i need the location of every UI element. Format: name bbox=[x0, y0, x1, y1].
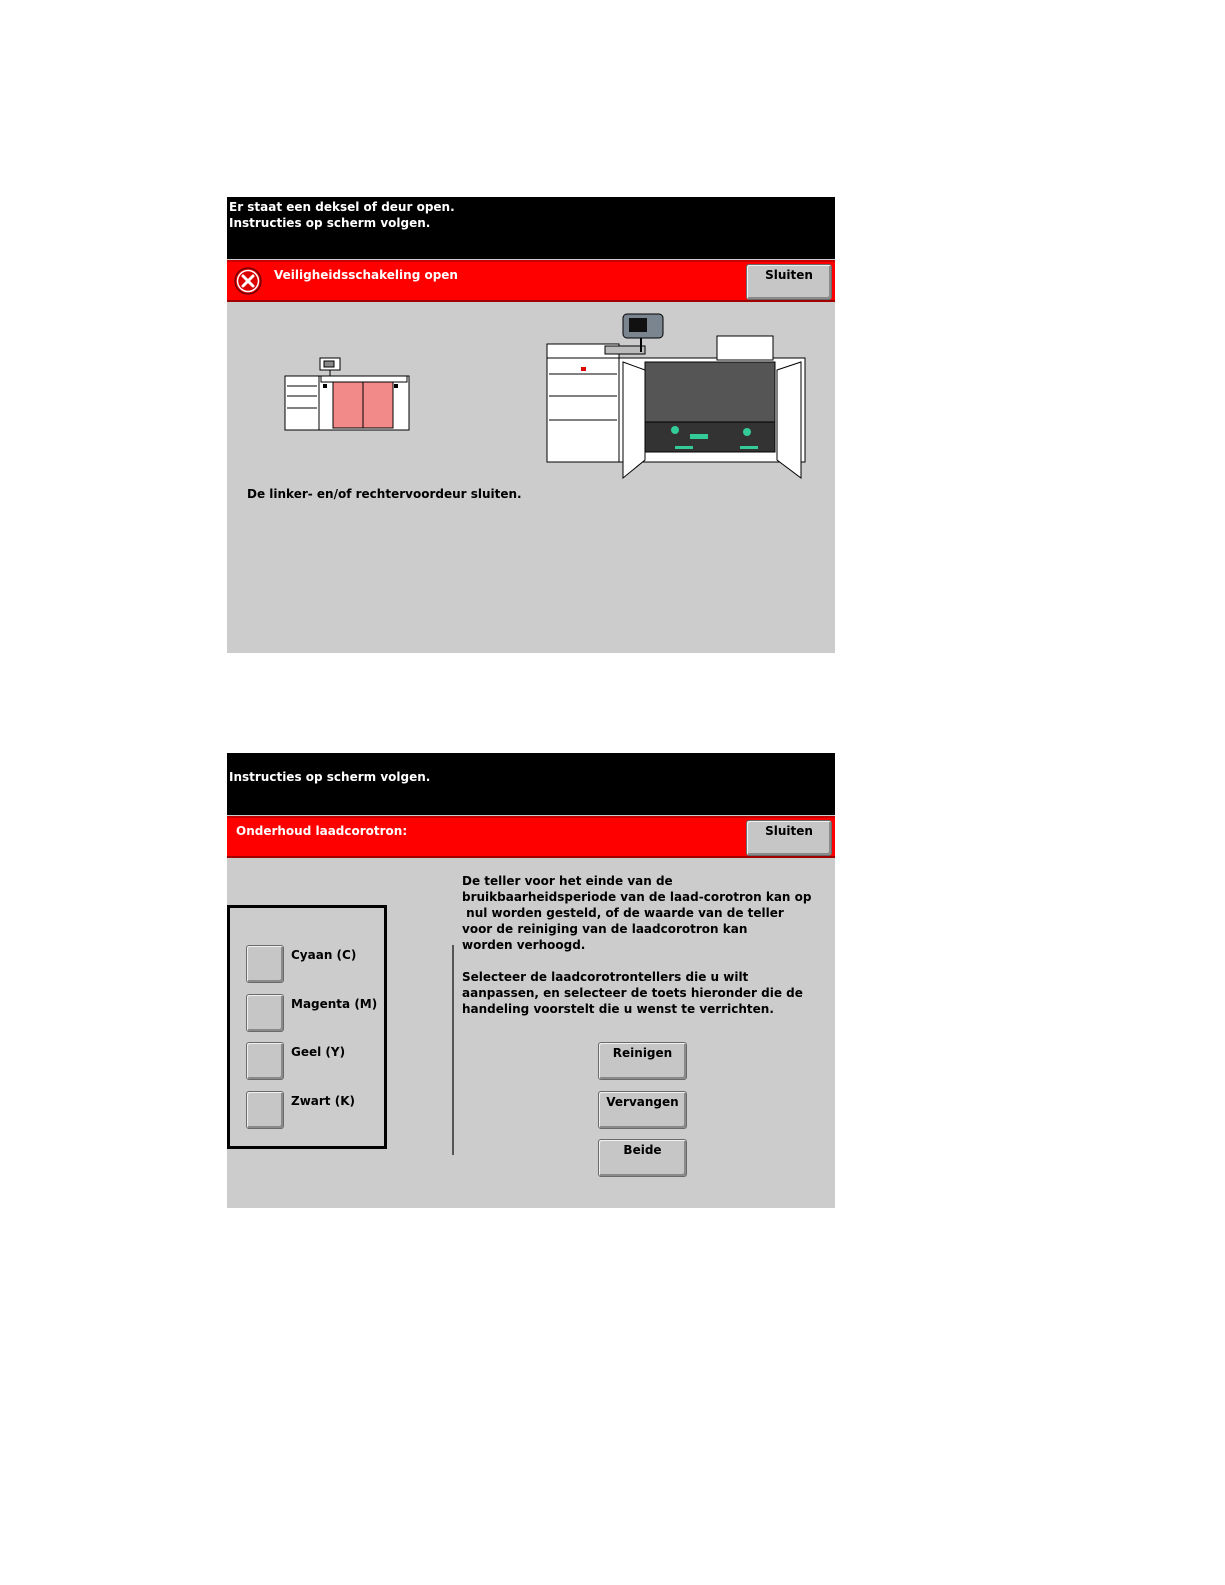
description-paragraph bbox=[462, 873, 822, 953]
message-line: Instructies op scherm volgen. bbox=[229, 770, 431, 784]
yellow-toggle-button[interactable] bbox=[246, 1042, 284, 1080]
black-label: Zwart (K) bbox=[291, 1094, 355, 1108]
close-button[interactable]: Sluiten bbox=[746, 820, 832, 856]
paragraph-line: bruikbaarheidsperiode van de laad-corotron kan op bbox=[462, 890, 812, 904]
yellow-label: Geel (Y) bbox=[291, 1045, 346, 1059]
printer-overview-icon bbox=[284, 356, 412, 434]
message-bar bbox=[227, 197, 835, 259]
message-bar bbox=[227, 753, 835, 815]
instruction-text: De linker- en/of rechtervoordeur sluiten. bbox=[247, 487, 522, 501]
corotron-maintenance-screen bbox=[227, 753, 835, 1208]
paragraph-line: nul worden gesteld, of de waarde van de teller bbox=[462, 906, 784, 920]
error-x-icon bbox=[234, 267, 262, 295]
clean-button[interactable]: Reinigen bbox=[598, 1042, 687, 1080]
cyan-label: Cyaan (C) bbox=[291, 948, 357, 962]
screen-title: Onderhoud laadcorotron: bbox=[236, 824, 408, 838]
divider bbox=[452, 945, 454, 1155]
alert-header bbox=[227, 260, 835, 302]
color-selection-panel bbox=[227, 905, 387, 1149]
black-toggle-button[interactable] bbox=[246, 1091, 284, 1129]
alert-title: Veiligheidsschakeling open bbox=[274, 268, 458, 282]
maintenance-header bbox=[227, 816, 835, 858]
paragraph-line: Selecteer de laadcorotrontellers die u wilt bbox=[462, 970, 749, 984]
magenta-toggle-button[interactable] bbox=[246, 994, 284, 1032]
replace-button[interactable]: Vervangen bbox=[598, 1091, 687, 1129]
message-line: Er staat een deksel of deur open. bbox=[229, 200, 455, 214]
message-line: Instructies op scherm volgen. bbox=[229, 216, 431, 230]
paragraph-line: aanpassen, en selecteer de toets hieronder die de bbox=[462, 986, 803, 1000]
printer-open-doors-icon bbox=[545, 310, 809, 482]
door-open-screen bbox=[227, 197, 835, 653]
paragraph-line: De teller voor het einde van de bbox=[462, 874, 673, 888]
cyan-toggle-button[interactable] bbox=[246, 945, 284, 983]
paragraph-line: handeling voorstelt die u wenst te verrichten. bbox=[462, 1002, 774, 1016]
magenta-label: Magenta (M) bbox=[291, 997, 378, 1011]
close-button[interactable]: Sluiten bbox=[746, 264, 832, 300]
paragraph-line: voor de reiniging van de laadcorotron kan bbox=[462, 922, 748, 936]
selection-instructions bbox=[462, 969, 822, 1017]
both-button[interactable]: Beide bbox=[598, 1139, 687, 1177]
paragraph-line: worden verhoogd. bbox=[462, 938, 586, 952]
